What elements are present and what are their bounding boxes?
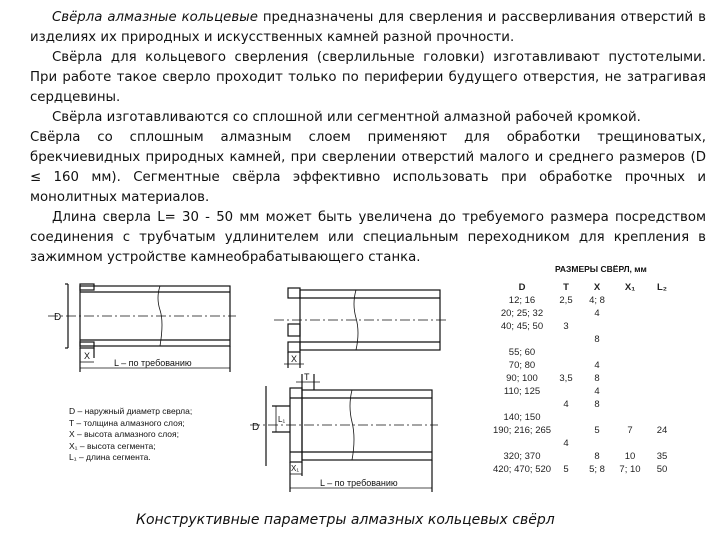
paragraph-3: Свёрла изготавливаются со сплошной или сегментной алмазной рабочей кромкой. xyxy=(52,110,641,125)
table-cell: 420; 470; 520 xyxy=(492,464,552,475)
table-cell: 4 xyxy=(594,360,600,371)
table-cell xyxy=(614,346,646,359)
table-row xyxy=(492,424,678,437)
dim-l1-label: L₁ xyxy=(278,415,286,424)
table-cell xyxy=(492,333,552,346)
table-header-cell: D xyxy=(518,282,526,293)
table-cell xyxy=(580,346,614,359)
table-cell: 24 xyxy=(656,425,668,436)
table-cell: 8 xyxy=(594,334,600,345)
table-cell xyxy=(552,411,580,424)
table-cell xyxy=(614,385,646,398)
table-cell xyxy=(614,372,646,385)
table-cell: 2,5 xyxy=(559,295,573,306)
legend-line: L₁ – длина сегмента. xyxy=(69,452,151,462)
table-row xyxy=(492,411,678,424)
table-cell: 50 xyxy=(656,464,668,475)
table-row xyxy=(492,398,678,411)
table-cell xyxy=(646,333,678,346)
dim-t-label: T xyxy=(304,372,310,382)
table-cell xyxy=(552,424,580,437)
table-cell xyxy=(646,372,678,385)
table-header-cell: X₁ xyxy=(624,282,636,293)
table-cell xyxy=(646,307,678,320)
table-cell xyxy=(614,411,646,424)
table-cell xyxy=(646,437,678,450)
table-row xyxy=(492,294,678,307)
table-cell: 4 xyxy=(563,438,569,449)
paragraph-1: Свёрла алмазные кольцевые предназначены для сверления и рассверливания отверстий в изделиях их природных и искусственных камней разной прочности. xyxy=(30,10,706,45)
table-cell: 4 xyxy=(594,308,600,319)
dim-x-label: X xyxy=(84,351,91,361)
table-cell xyxy=(552,450,580,463)
table-cell: 70; 80 xyxy=(508,360,536,371)
table-row xyxy=(492,385,678,398)
table-cell xyxy=(492,437,552,450)
dim-d-label: D xyxy=(252,422,260,433)
table-cell xyxy=(580,411,614,424)
table-cell: 4; 8 xyxy=(589,295,605,306)
dim-l-label: L – по требованию xyxy=(320,478,398,488)
table-cell xyxy=(614,307,646,320)
table-header-cell: T xyxy=(563,282,569,293)
table-cell: 140; 150 xyxy=(503,412,541,423)
table-cell xyxy=(552,385,580,398)
dim-x1-label: X₁ xyxy=(291,464,300,473)
table-row xyxy=(492,372,678,385)
table-cell: 7 xyxy=(627,425,633,436)
table-cell: 8 xyxy=(594,399,600,410)
drill-drawing-segmented-top xyxy=(270,280,450,375)
table-cell: 3,5 xyxy=(559,373,573,384)
table-cell: 20; 25; 32 xyxy=(500,308,544,319)
table-cell: 320; 370 xyxy=(503,451,541,462)
table-cell xyxy=(646,346,678,359)
table-row xyxy=(492,450,678,463)
paragraph-2: Свёрла для кольцевого сверления (сверлильные головки) изготавливают пустотелыми. При работе такое сверло проходит только по периферии будущего отверстия, не затрагивая сердцевины. xyxy=(30,50,706,105)
table-cell xyxy=(646,385,678,398)
table-cell: 55; 60 xyxy=(508,347,536,358)
figure-caption: Конструктивные параметры алмазных кольцевых свёрл xyxy=(136,512,555,528)
table-cell: 190; 216; 265 xyxy=(492,425,552,436)
legend-line: T – толщина алмазного слоя; xyxy=(69,417,185,428)
table-row xyxy=(492,359,678,372)
table-cell xyxy=(552,333,580,346)
table-cell xyxy=(646,320,678,333)
table-row xyxy=(492,333,678,346)
table-cell xyxy=(552,359,580,372)
table-cell: 4 xyxy=(563,399,569,410)
table-cell: 8 xyxy=(594,373,600,384)
paragraph-5: Длина сверла L= 30 - 50 мм может быть увеличена до требуемого размера посредством соединения с трубчатым удлинителем или специальным переходником для крепления в зажимном устройстве камнеобрабатывающего станка. xyxy=(30,210,706,265)
table-header-row xyxy=(492,281,678,294)
table-cell xyxy=(646,294,678,307)
table-cell xyxy=(580,320,614,333)
table-row xyxy=(492,307,678,320)
table-cell xyxy=(614,437,646,450)
table-cell xyxy=(552,346,580,359)
table-cell xyxy=(614,333,646,346)
table-cell xyxy=(646,411,678,424)
table-row xyxy=(492,346,678,359)
table-cell xyxy=(646,359,678,372)
table-cell xyxy=(614,294,646,307)
dim-x-label: X xyxy=(291,354,298,364)
term-italic: Свёрла алмазные кольцевые xyxy=(52,10,258,25)
table-cell: 5; 8 xyxy=(589,464,605,475)
table-cell xyxy=(646,398,678,411)
legend-line: X – высота алмазного слоя; xyxy=(69,429,179,439)
table-header-cell: X xyxy=(593,282,601,293)
table-cell xyxy=(580,437,614,450)
table-cell: 12; 16 xyxy=(508,295,536,306)
table-row xyxy=(492,320,678,333)
table-header-cell: L₂ xyxy=(656,282,668,293)
legend-line: X₁ – высота сегмента; xyxy=(69,440,156,451)
table-cell: 7; 10 xyxy=(619,464,641,475)
dim-d-label: D xyxy=(54,312,62,323)
body-text xyxy=(30,8,706,268)
table-cell: 35 xyxy=(656,451,668,462)
table-cell: 90; 100 xyxy=(506,373,538,384)
table-cell: 5 xyxy=(594,425,600,436)
table-cell: 110; 125 xyxy=(503,386,541,397)
legend-line: D – наружный диаметр сверла; xyxy=(69,406,193,416)
sizes-table xyxy=(492,281,678,476)
table-row xyxy=(492,463,678,476)
table-cell xyxy=(492,398,552,411)
table-cell: 40; 45; 50 xyxy=(500,321,544,332)
table-cell xyxy=(614,320,646,333)
table-cell: 3 xyxy=(563,321,569,332)
paragraph-4: Свёрла со сплошным алмазным слоем применяют для обработки трещиноватых, брекчиевидных природных камней, при сверлении отверстий малого и среднего размеров (D ≤ 160 мм). Сегментные свёрла эффективно использовать при обработке прочных и монолитных материалов. xyxy=(30,130,706,205)
table-cell: 8 xyxy=(594,451,600,462)
drill-drawing-solid xyxy=(40,270,240,385)
drill-drawing-segmented xyxy=(240,370,440,500)
table-cell: 10 xyxy=(624,451,636,462)
table-cell xyxy=(614,398,646,411)
dim-l-label: L – по требованию xyxy=(114,358,192,368)
table-title: РАЗМЕРЫ СВЁРЛ, мм xyxy=(555,264,647,274)
symbol-legend xyxy=(69,406,192,464)
table-cell: 5 xyxy=(563,464,569,475)
table-cell xyxy=(552,307,580,320)
table-cell: 4 xyxy=(594,386,600,397)
table-row xyxy=(492,437,678,450)
table-cell xyxy=(614,359,646,372)
